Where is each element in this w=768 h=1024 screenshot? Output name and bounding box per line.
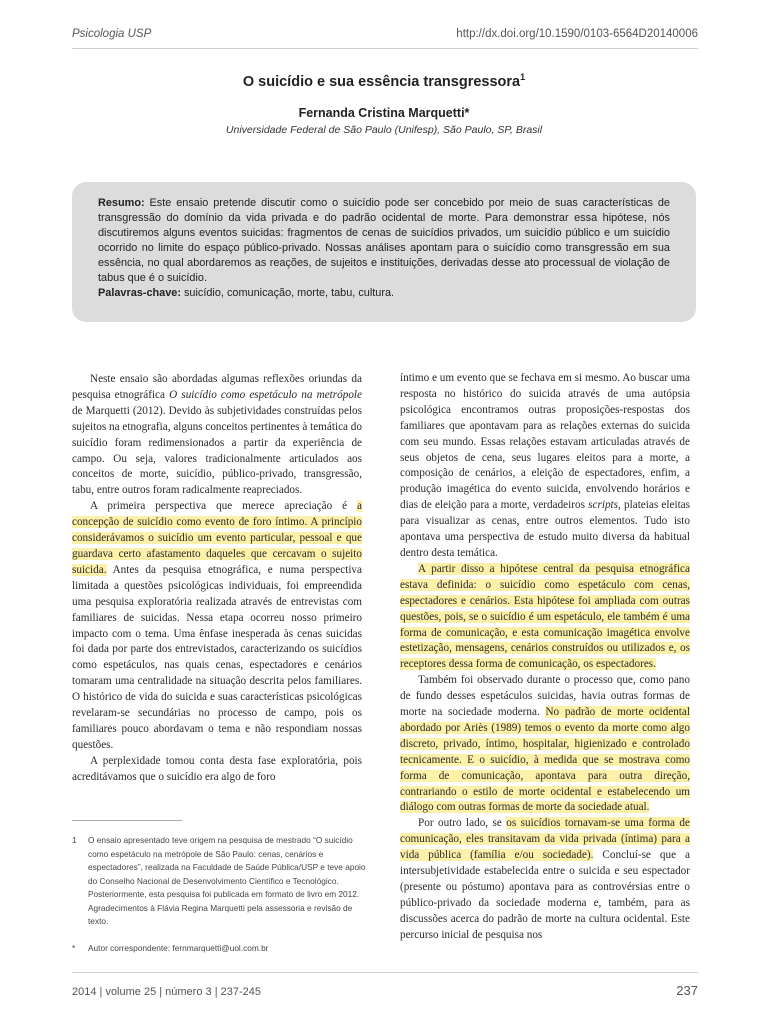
abstract-paragraph [98,196,670,286]
keywords-text: suicídio, comunicação, morte, tabu, cultura. [183,287,395,299]
highlighted-text[interactable]: No padrão de morte ocidental abordado por Ariès (1989) temos o evento da morte como algo discreto, privado, íntimo, hospitalar, higienizado e controlado tecnicamente. E o suicídio, à medida que se mostrava como forma de comunicação, apontava para outra direção, contrariando o estilo de morte ocidental e estabelecendo um diálogo com outras formas de morte da sociedade atual. [400,706,690,814]
text-run: A primeira perspectiva que merece apreciação é [90,500,358,513]
body-paragraph [400,371,690,562]
footnote-mark: 1 [72,835,77,845]
text-run: íntimo e um evento que se fechava em si mesmo. Ao buscar uma resposta no histórico do suicida através de uma autópsia psicológica encontramos outras proposições-respostas dos familiares que apontavam para as relações externas do suicida com seu mundo. Essas relações estavam articuladas através de seus objetos de cena, seus lugares eleitos para a morte, a composição de cenários, a eleição de espectadores, enfim, a produção imagética do evento suicida, envolvendo horários e dias de eleição para a morte, verdadeiros [400,372,690,512]
text-run: , plateias eleitas para visualizar as cenas, entre outros elementos. Tudo isto apontava uma perspectiva de estudo muito diversa da habitual dentro desta temática. [400,499,690,559]
highlighted-text[interactable]: os suicídios tornavam-se uma forma de comunicação, eles transitavam da vida privada (íntima) para a vida pública (família e/ou sociedade). [400,817,690,862]
header-divider [72,48,698,49]
keywords-line [98,286,670,301]
body-paragraph [72,499,362,754]
footnote-author [72,942,372,956]
italic-title: O suicídio como espetáculo na metrópole [169,388,362,401]
right-column [400,371,690,944]
abstract-label: Resumo: [98,197,145,209]
footnote-text: O ensaio apresentado teve origem na pesquisa de mestrado “O suicídio como espetáculo na metrópole de São Paulo: cenas, cenários e espectadores”, realizada na Faculdade de Saúde Pública/USP e teve apoio do Conselho Nacional de Desenvolvimento Científico e Tecnológico. Posteriormente, esta pesquisa foi publicada em formato de livro em 2012. Agradecimentos à Flávia Regina Marquetti pela assessoria e revisão de texto. [88,835,366,926]
keywords-label: Palavras-chave: [98,287,181,299]
doi-link[interactable]: http://dx.doi.org/10.1590/0103-6564D20140006 [456,28,698,40]
body-paragraph [400,816,690,943]
text-run: Por outro lado, se [418,817,507,830]
text-run: Neste ensaio são abordadas algumas reflexões oriundas da pesquisa etnográfica [72,373,362,401]
body-paragraph [400,562,690,673]
journal-name: Psicologia USP [72,28,152,40]
text-run: Também foi observado durante o processo que, como pano de fundo desses espetáculos suicidas, havia outras formas de morte na sociedade moderna. [400,674,690,719]
title-footnote-mark[interactable]: 1 [520,72,526,82]
italic-word: scripts [588,499,618,512]
footer-divider [72,972,698,973]
footnote-1 [72,834,372,929]
author-affiliation: Universidade Federal de São Paulo (Unifesp), São Paulo, SP, Brasil [225,124,543,136]
text-run: Concluí-se que a intersubjetividade estabelecida entre o suicida e seu espectador (presente ou póstumo) apontava para as controvérsias entre o público-privado da sociedade moderna e, também, para as discussões acerca do padrão de morte na cultura ocidental. Este percurso inicial de pesquisa nos [400,849,690,941]
footnote-mark: * [72,943,76,953]
abstract-box [72,182,696,322]
text-run: Antes da pesquisa etnográfica, e numa perspectiva limitada a questões psicológicas individuais, foi empreendida uma pesquisa exploratória realizada através de entrevistas com familiares de suicidas. Nessa etapa ocorreu nosso primeiro impacto com o tema. Uma ênfase inesperada às cenas suicidas foi dada por parte dos entrevistados, caracterizando os suicídios como espetáculos, nas quais cenas, espectadores e cenários tomaram uma centralidade na situação descrita pelos familiares. O histórico de vida do suicida e suas características psicológicas revelaram-se secundárias no processo de campo, pois os familiares pouco abordavam o tema e não respondiam nossas questões. [72,563,362,751]
body-paragraph: A perplexidade tomou conta desta fase exploratória, pois acreditávamos que o suicídio era algo de foro [72,754,362,783]
body-paragraph [72,372,362,499]
article-title-text: O suicídio e sua essência transgressora [242,73,521,90]
abstract-text: Este ensaio pretende discutir como o suicídio pode ser concebido por meio de suas características de transgressão do domínio da vida privada e do padrão ocidental de morte. Para demonstrar essa hipótese, nós discutiremos alguns eventos suicidas: fragmentos de cenas de suicídios privados, um suicídio público e um suicídio ocorrido no limite do espaço público-privado. Nossas análises apontam para o suicídio como transgressão em sua essência, no qual abordaremos as reações, de sujeitos e instituições, derivadas desse ato processual de violação de tabus que é o suicídio. [98,197,670,284]
article-title [0,72,768,90]
footnote-text[interactable]: Autor correspondente: fernmarquetti@uol.com.br [88,943,269,953]
body-paragraph [400,673,690,816]
page-number: 237 [676,983,698,998]
text-run: de Marquetti (2012). Devido às subjetividades construídas pelos sujeitos na etnografia, alguns conceitos pertinentes à temática do suicídio foram redimensionados a partir da experiência de campo. Ou seja, valores tradicionalmente articulados aos conceitos de morte, suicídio, público-privado, transgressão, tabu, entre outros foram radicalmente reapreciados. [72,404,362,497]
highlighted-text[interactable]: a concepção de suicídio como evento de foro íntimo. A princípio considerávamos o suicídio um evento particular, pessoal e que guardava certo afastamento daqueles que cercavam o sujeito suicida. [72,500,362,576]
issue-citation: 2014 | volume 25 | número 3 | 237-245 [72,986,261,998]
highlighted-text[interactable]: A partir disso a hipótese central da pesquisa etnográfica estava definida: o suicídio como espetáculo com cenas, espectadores e cenários. Esta hipótese foi ampliada com outras questões, pois, se o suicídio é um espetáculo, ele também é uma forma de comunicação, e esta comunicação imagética envolve estetização, mensagens, cenários construídos ou utilizados e, os receptores dessa forma de comunicação, os espectadores. [400,562,690,671]
left-column [72,372,362,786]
footnote-divider [72,820,182,821]
author-name: Fernanda Cristina Marquetti* [298,106,470,120]
